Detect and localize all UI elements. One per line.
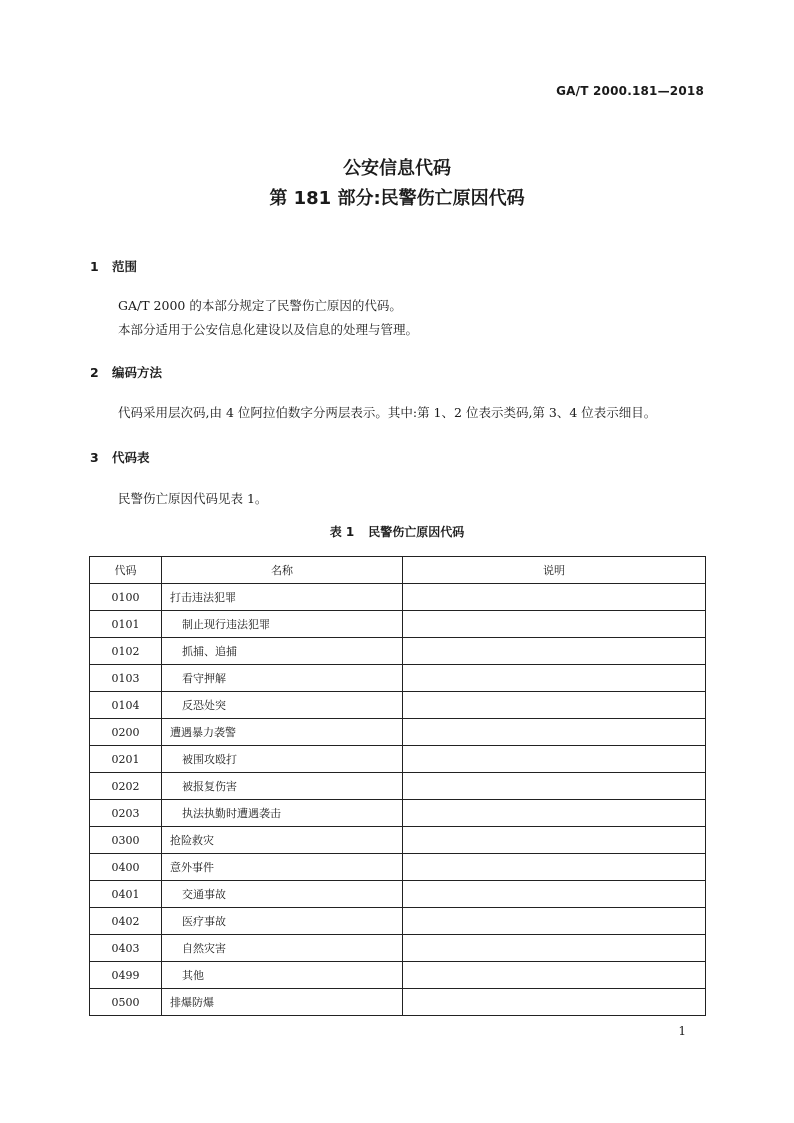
name-cell: 打击违法犯罪 (162, 584, 403, 611)
code-cell: 0202 (90, 773, 162, 800)
code-cell: 0402 (90, 908, 162, 935)
name-cell: 制止现行违法犯罪 (162, 611, 403, 638)
standard-number: GA/T 2000.181—2018 (556, 84, 704, 98)
table-row (90, 989, 706, 1016)
code-cell: 0401 (90, 881, 162, 908)
note-cell (403, 692, 706, 719)
code-cell: 0100 (90, 584, 162, 611)
note-cell (403, 935, 706, 962)
note-cell (403, 827, 706, 854)
note-cell (403, 881, 706, 908)
paragraph: 代码采用层次码,由 4 位阿拉伯数字分两层表示。其中:第 1、2 位表示类码,第 3、4 位表示细目。 (118, 405, 657, 420)
code-cell: 0201 (90, 746, 162, 773)
code-cell: 0104 (90, 692, 162, 719)
table-row (90, 827, 706, 854)
section-title: 代码表 (112, 450, 150, 465)
name-cell: 被报复伤害 (162, 773, 403, 800)
note-cell (403, 800, 706, 827)
column-header-note: 说明 (403, 557, 706, 584)
name-cell: 看守押解 (162, 665, 403, 692)
name-cell: 其他 (162, 962, 403, 989)
section-heading-code-table (90, 448, 150, 466)
name-cell: 执法执勤时遭遇袭击 (162, 800, 403, 827)
table-caption-title: 民警伤亡原因代码 (368, 525, 465, 539)
code-cell: 0101 (90, 611, 162, 638)
note-cell (403, 962, 706, 989)
code-cell: 0400 (90, 854, 162, 881)
name-cell: 自然灾害 (162, 935, 403, 962)
section-number: 1 (90, 259, 99, 274)
note-cell (403, 584, 706, 611)
note-cell (403, 773, 706, 800)
section-title: 范围 (112, 259, 138, 274)
table-row (90, 638, 706, 665)
name-cell: 抢险救灾 (162, 827, 403, 854)
table-row (90, 962, 706, 989)
name-cell: 抓捕、追捕 (162, 638, 403, 665)
table-caption-label: 表 1 (329, 525, 355, 539)
paragraph: 民警伤亡原因代码见表 1。 (118, 491, 268, 506)
note-cell (403, 638, 706, 665)
note-cell (403, 854, 706, 881)
table-row (90, 665, 706, 692)
column-header-code: 代码 (90, 557, 162, 584)
note-cell (403, 746, 706, 773)
note-cell (403, 908, 706, 935)
table-header-row (90, 557, 706, 584)
table-row (90, 719, 706, 746)
table-row (90, 800, 706, 827)
note-cell (403, 611, 706, 638)
document-title: 公安信息代码 (343, 158, 451, 179)
paragraph: GA/T 2000 的本部分规定了民警伤亡原因的代码。 (118, 298, 402, 313)
table-row (90, 908, 706, 935)
table-row (90, 854, 706, 881)
code-cell: 0203 (90, 800, 162, 827)
name-cell: 遭遇暴力袭警 (162, 719, 403, 746)
table-row (90, 881, 706, 908)
name-cell: 医疗事故 (162, 908, 403, 935)
name-cell: 被围攻殴打 (162, 746, 403, 773)
section-heading-coding-method (90, 363, 162, 381)
code-cell: 0103 (90, 665, 162, 692)
section-title: 编码方法 (112, 365, 163, 380)
note-cell (403, 665, 706, 692)
code-cell: 0200 (90, 719, 162, 746)
note-cell (403, 719, 706, 746)
table-row (90, 692, 706, 719)
table-row (90, 773, 706, 800)
section-number: 3 (90, 450, 99, 465)
code-cell: 0403 (90, 935, 162, 962)
code-cell: 0300 (90, 827, 162, 854)
code-cell: 0499 (90, 962, 162, 989)
name-cell: 意外事件 (162, 854, 403, 881)
section-heading-scope (90, 257, 137, 275)
document-subtitle: 第 181 部分:民警伤亡原因代码 (269, 188, 525, 209)
table-row (90, 935, 706, 962)
page-number: 1 (678, 1024, 686, 1038)
table-row (90, 611, 706, 638)
table-row (90, 584, 706, 611)
name-cell: 排爆防爆 (162, 989, 403, 1016)
column-header-name: 名称 (162, 557, 403, 584)
table-row (90, 746, 706, 773)
note-cell (403, 989, 706, 1016)
code-cell: 0500 (90, 989, 162, 1016)
code-table (89, 556, 706, 1016)
paragraph: 本部分适用于公安信息化建设以及信息的处理与管理。 (118, 322, 419, 337)
code-cell: 0102 (90, 638, 162, 665)
name-cell: 反恐处突 (162, 692, 403, 719)
table-caption (0, 523, 794, 540)
section-number: 2 (90, 365, 99, 380)
name-cell: 交通事故 (162, 881, 403, 908)
